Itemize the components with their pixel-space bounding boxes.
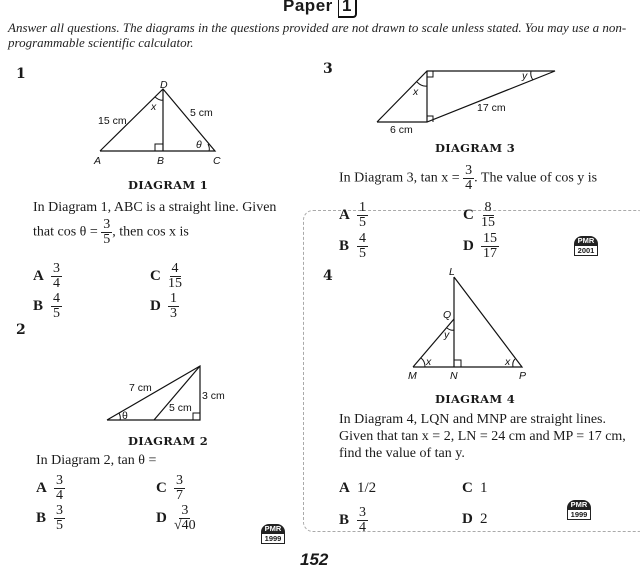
option-c[interactable] (156, 474, 185, 503)
page-number: 152 (300, 550, 329, 569)
label-5cm: 5 cm (190, 107, 213, 119)
diagram-caption: DIAGRAM 2 (128, 434, 209, 448)
option-letter: C (462, 480, 473, 496)
label-y: y (522, 70, 528, 82)
question-text: In Diagram 4, LQN and MNP are straight lines. Given that tan x = 2, LN = 24 cm and MP = 17 cm, find the value of tan y. (339, 412, 626, 461)
denominator: 3 (170, 306, 177, 321)
denominator: 4 (465, 178, 473, 193)
fraction (54, 504, 65, 533)
text-part: that cos θ = (33, 224, 102, 240)
fraction (174, 504, 196, 533)
option-value: 1 (480, 480, 488, 496)
option-value: 2 (480, 511, 488, 527)
numerator: 3 (359, 505, 366, 520)
option-b[interactable] (339, 506, 368, 535)
text-part: , then cos x is (112, 224, 189, 240)
denominator: 15 (481, 215, 495, 230)
numerator: 1 (170, 291, 177, 306)
label-q: Q (443, 309, 452, 321)
label-3cm: 3 cm (202, 390, 225, 402)
option-letter: C (156, 480, 167, 496)
denominator: √40 (174, 518, 196, 533)
question-text (339, 164, 597, 193)
option-letter: B (339, 512, 350, 528)
denominator: 5 (56, 518, 63, 533)
label-theta: θ (122, 410, 128, 422)
badge-year: 2001 (574, 245, 598, 256)
numerator: 3 (465, 163, 473, 178)
option-letter: A (36, 480, 47, 496)
option-d[interactable] (463, 232, 499, 261)
option-letter: D (463, 238, 474, 254)
text-part: . The value of cos y is (474, 170, 598, 186)
badge-top: PMR (567, 500, 591, 509)
option-letter: B (339, 238, 350, 254)
numerator: 3 (176, 473, 183, 488)
label-x: x (413, 86, 419, 98)
numerator: 8 (484, 200, 492, 215)
numerator: 4 (171, 261, 179, 276)
label-a: A (94, 155, 102, 167)
question-number: 2 (16, 322, 26, 338)
question-line (33, 218, 313, 247)
option-b[interactable] (33, 292, 62, 321)
option-c[interactable] (462, 480, 488, 497)
label-6cm: 6 cm (390, 124, 413, 136)
label-5cm: 5 cm (169, 402, 192, 414)
question-text: In Diagram 2, tan θ = (36, 453, 157, 468)
question-number: 1 (16, 66, 26, 82)
question-number: 4 (323, 268, 333, 284)
numerator: 3 (56, 473, 63, 488)
label-c: C (213, 155, 221, 167)
option-letter: A (339, 207, 350, 223)
denominator: 5 (53, 306, 60, 321)
fraction (51, 292, 62, 321)
option-d[interactable] (150, 292, 179, 321)
diagram-4 (320, 262, 640, 382)
badge-top: PMR (574, 236, 598, 245)
option-value: 1/2 (357, 480, 377, 496)
option-c[interactable] (150, 262, 182, 291)
fraction (54, 474, 65, 503)
pmr-badge (574, 236, 598, 256)
option-letter: A (33, 268, 44, 284)
instructions: Answer all questions. The diagrams in the questions provided are not drawn to scale unless stated. You may use a non-programmable scientific calculator. (8, 20, 627, 50)
option-a[interactable] (339, 201, 368, 230)
diagram-2 (0, 320, 320, 432)
denominator: 17 (483, 246, 497, 261)
label-n: N (450, 370, 458, 382)
diagram-caption: DIAGRAM 1 (128, 178, 209, 192)
pmr-badge (567, 500, 591, 520)
text-part: In Diagram 3, tan x = (339, 170, 464, 186)
denominator: 5 (359, 215, 366, 230)
label-theta: θ (196, 139, 202, 151)
label-y: y (444, 329, 450, 341)
numerator: 3 (181, 503, 189, 518)
option-letter: A (339, 480, 350, 496)
label-15cm: 15 cm (98, 115, 127, 127)
option-letter: D (150, 298, 161, 314)
label-p: P (519, 370, 527, 382)
fraction (357, 201, 368, 230)
denominator: 5 (359, 246, 366, 261)
denominator: 15 (168, 276, 182, 291)
option-letter: D (462, 511, 473, 527)
option-a[interactable] (339, 480, 376, 497)
option-b[interactable] (36, 504, 65, 533)
label-d: D (160, 79, 168, 91)
numerator: 1 (359, 200, 366, 215)
option-b[interactable] (339, 232, 368, 261)
denominator: 7 (176, 488, 183, 503)
option-d[interactable] (462, 511, 488, 528)
diagram-3 (320, 60, 640, 138)
diagram-caption: DIAGRAM 4 (435, 392, 516, 406)
label-x: x (505, 356, 511, 368)
option-letter: D (156, 510, 167, 526)
badge-top: PMR (261, 524, 285, 533)
numerator: 4 (359, 231, 366, 246)
option-a[interactable] (33, 262, 62, 291)
paper-number: 1 (338, 0, 357, 18)
numerator: 3 (53, 261, 60, 276)
fraction (51, 262, 62, 291)
label-7cm: 7 cm (129, 382, 152, 394)
denominator: 4 (53, 276, 60, 291)
numerator: 15 (483, 231, 497, 246)
label-x: x (151, 101, 157, 113)
question-number: 3 (323, 61, 333, 77)
label-x: x (426, 356, 432, 368)
label-17cm: 17 cm (477, 102, 506, 114)
badge-year: 1999 (567, 509, 591, 520)
option-letter: C (150, 268, 161, 284)
fraction (101, 218, 112, 247)
numerator: 4 (53, 291, 60, 306)
option-c[interactable] (463, 201, 495, 230)
label-l: L (449, 266, 455, 278)
paper-title-text: Paper (283, 0, 333, 15)
numerator: 3 (56, 503, 63, 518)
fraction (168, 292, 179, 321)
fraction (481, 232, 499, 261)
fraction (357, 506, 368, 535)
fraction (357, 232, 368, 261)
fraction (481, 201, 495, 230)
fraction (174, 474, 185, 503)
fraction (168, 262, 182, 291)
label-m: M (408, 370, 417, 382)
question-text (33, 198, 313, 247)
option-d[interactable] (156, 504, 196, 533)
option-letter: B (36, 510, 47, 526)
denominator: 4 (56, 488, 63, 503)
pmr-badge (261, 524, 285, 544)
question-line: In Diagram 1, ABC is a straight line. Given (33, 200, 277, 215)
option-letter: C (463, 207, 474, 223)
option-letter: B (33, 298, 44, 314)
fraction (463, 164, 474, 193)
badge-year: 1999 (261, 533, 285, 544)
denominator: 4 (359, 520, 366, 535)
option-a[interactable] (36, 474, 65, 503)
diagram-caption: DIAGRAM 3 (435, 141, 516, 155)
numerator: 3 (103, 217, 111, 232)
label-b: B (157, 155, 165, 167)
denominator: 5 (103, 232, 111, 247)
